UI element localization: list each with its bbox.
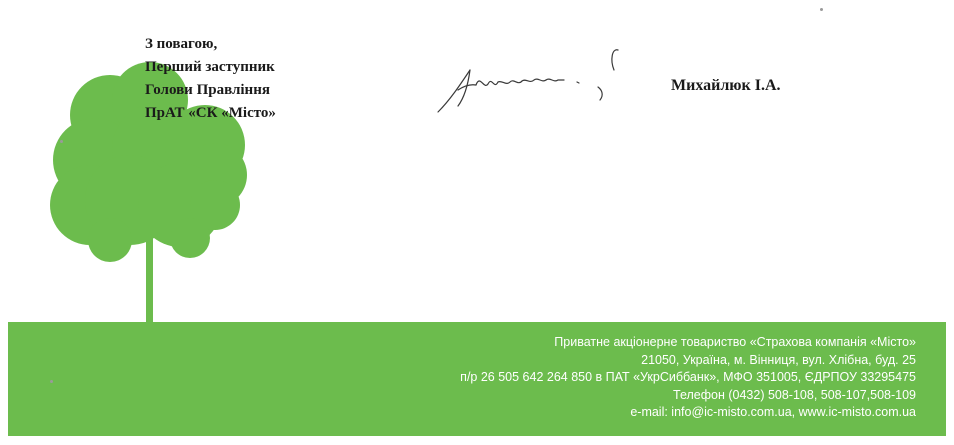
scan-speck (820, 8, 823, 11)
position-line-2: Голови Правління (145, 82, 270, 98)
company-address: 21050, Україна, м. Вінниця, вул. Хлібна, буд. 25 (641, 352, 916, 367)
phone-numbers: Телефон (0432) 508-108, 508-107,508-109 (673, 387, 916, 402)
closing-text: З повагою, (145, 36, 218, 52)
position-line-1: Перший заступник (145, 59, 275, 75)
signer-name: Михайлюк І.А. (671, 77, 781, 94)
company-details (460, 334, 916, 422)
scan-speck (60, 140, 63, 143)
signoff-block (145, 33, 276, 125)
company-name: Приватне акціонерне товариство «Страхова компанія «Місто» (554, 335, 916, 349)
scan-speck (50, 380, 53, 383)
email-web: e-mail: info@ic-misto.com.ua, www.ic-misto.com.ua (630, 405, 916, 419)
company-line: ПрАТ «СК «Місто» (145, 105, 276, 121)
handwritten-signature (430, 40, 640, 130)
bank-details: п/р 26 505 642 264 850 в ПАТ «УкрСиббанк», МФО 351005, ЄДРПОУ 33295475 (460, 370, 916, 384)
